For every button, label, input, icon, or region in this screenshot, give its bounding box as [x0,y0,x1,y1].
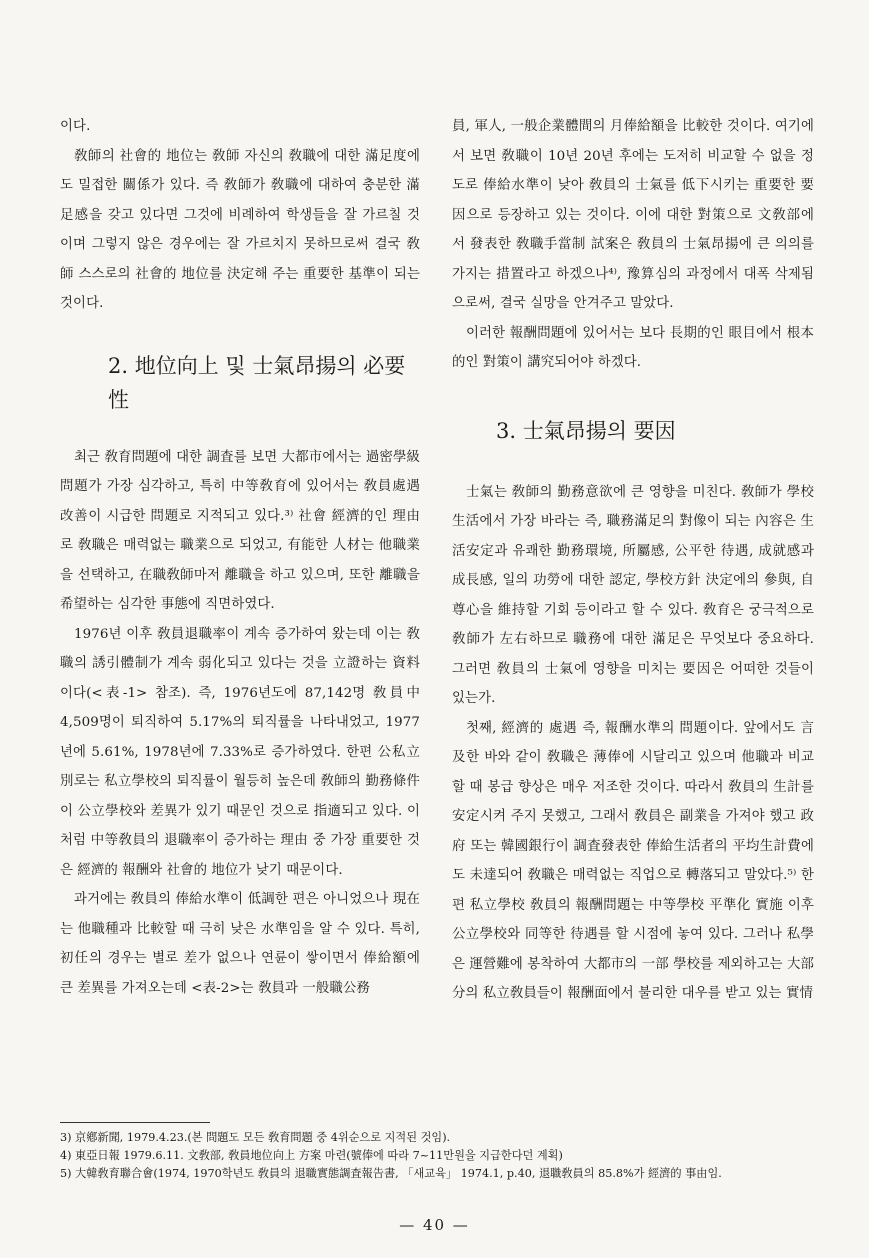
left-column [60,112,420,1003]
paragraph: 士氣는 敎師의 勤務意欲에 큰 영향을 미친다. 敎師가 學校生活에서 가장 바라는 즉, 職務滿足의 對像이 되는 內容은 生活安定과 유쾌한 勤務環境, 所屬感, 公平한 待遇, 成就感과 成長感, 일의 功勞에 대한 認定, 學校方針 決定에의 參與, 自尊心을 維持할 기회 등이라고 할 수 있다. 敎育은 궁극적으로 敎師가 左右하므로 職務에 대한 滿足은 무엇보다 중요하다. 그러면 敎員의 士氣에 영향을 미치는 要因은 어떠한 것들이 있는가. [452,484,814,706]
footnotes [60,1122,820,1183]
section-heading: 3. 士氣昂揚의 要因 [496,418,676,443]
paragraph: 敎師의 社會的 地位는 敎師 자신의 敎職에 대한 滿足度에도 밀접한 關係가 있다. 즉 敎師가 敎職에 대하여 충분한 滿足感을 갖고 있다면 그것에 비례하여 학생들을 잘 가르칠 것이며 그렇지 않은 경우에는 잘 가르치지 못하므로써 결국 敎師 스스로의 社會的 地位를 決定해 주는 重要한 基準이 되는 것이다. [60,148,420,311]
paragraph: 최근 敎育問題에 대한 調査를 보면 大都市에서는 過密學級 問題가 가장 심각하고, 특히 中等敎育에 있어서는 敎員處遇改善이 시급한 問題로 지적되고 있다.³⁾ 社會 經濟的인 理由로 敎職은 매력없는 職業으로 되었고, 有能한 人材는 他職業을 선택하고, 在職敎師마저 離職을 하고 있으며, 또한 離職을 希望하는 심각한 事態에 직면하였다. [60,449,420,612]
footnote: 4) 東亞日報 1979.6.11. 文敎部, 敎員地位向上 方案 마련(號俸에 따라 7~11만원을 지급한다던 계획) [60,1149,563,1162]
page-number: — 40 — [399,1216,470,1234]
paragraph: 이다. [60,119,91,134]
paragraph: 이러한 報酬問題에 있어서는 보다 長期的인 眼目에서 根本的인 對策이 講究되어야 하겠다. [452,325,814,370]
section-heading: 2. 地位向上 및 士氣昂揚의 必要性 [108,353,406,412]
footnote-divider [60,1122,210,1123]
paragraph: 첫째, 經濟的 處遇 즉, 報酬水準의 問題이다. 앞에서도 言及한 바와 같이 敎職은 薄俸에 시달리고 있으며 他職과 비교할 때 봉급 향상은 매우 저조한 것이다. 따라서 敎員의 生計를 安定시켜 주지 못했고, 그래서 敎員은 副業을 가져야 했고 政府 또는 韓國銀行이 調査發表한 俸給生活者의 平均生計費에도 未達되어 敎職은 매력없는 직업으로 轉落되고 말았다.⁵⁾ 한편 私立學校 敎員의 報酬問題는 中等學校 平準化 實施 이후 公立學校와 同等한 待遇를 할 시점에 놓여 있다. 그러나 私學은 運營難에 봉착하여 大都市의 一部 學校를 제외하고는 大部分의 私立敎員들이 報酬面에서 불리한 대우를 받고 있는 實情 [452,720,814,1001]
right-column [452,112,814,1009]
paragraph: 1976년 이후 敎員退職率이 계속 증가하여 왔는데 이는 敎職의 誘引體制가 계속 弱化되고 있다는 것을 立證하는 資料이다(<表-1> 참조). 즉, 1976년도에 87,142명 敎員中 4,509명이 퇴직하여 5.17%의 퇴직률을 나타내었고, 1977년에 5.61%, 1978년에 7.33%로 증가하였다. 한편 公私立別로는 私立學校의 퇴직률이 월등히 높은데 敎師의 勤務條件이 公立學校와 差異가 있기 때문인 것으로 指適되고 있다. 이처럼 中等敎員의 退職率이 증가하는 理由 중 가장 重要한 것은 經濟的 報酬와 社會的 地位가 낮기 때문이다. [60,626,420,878]
paragraph: 員, 軍人, 一般企業體間의 月俸給額을 比較한 것이다. 여기에서 보면 敎職이 10년 20년 후에는 도저히 비교할 수 없을 정도로 俸給水準이 낮아 敎員의 士氣를 低下시키는 重要한 要因으로 등장하고 있는 것이다. 이에 대한 對策으로 文敎部에서 發表한 敎職手當制 試案은 敎員의 士氣昂揚에 큰 의의를 가지는 措置라고 하겠으나⁴⁾, 豫算심의 과정에서 대폭 삭제됨으로써, 결국 실망을 안겨주고 말았다. [452,119,814,311]
paragraph: 과거에는 敎員의 俸給水準이 低調한 편은 아니었으나 現在는 他職種과 比較할 때 극히 낮은 水準임을 알 수 있다. 특히, 初任의 경우는 별로 差가 없으나 연륜이 쌓이면서 俸給額에 큰 差異를 가져오는데 <表-2>는 敎員과 一般職公務 [60,892,420,996]
footnote: 5) 大韓敎育聯合會(1974, 1970학년도 敎員의 退職實態調査報告書, 「새교육」 1974.1, p.40, 退職敎員의 85.8%가 經濟的 事由임. [60,1167,722,1180]
footnote: 3) 京鄕新聞, 1979.4.23.(본 問題도 모든 敎育問題 중 4위순으로 지적된 것임). [60,1131,451,1144]
